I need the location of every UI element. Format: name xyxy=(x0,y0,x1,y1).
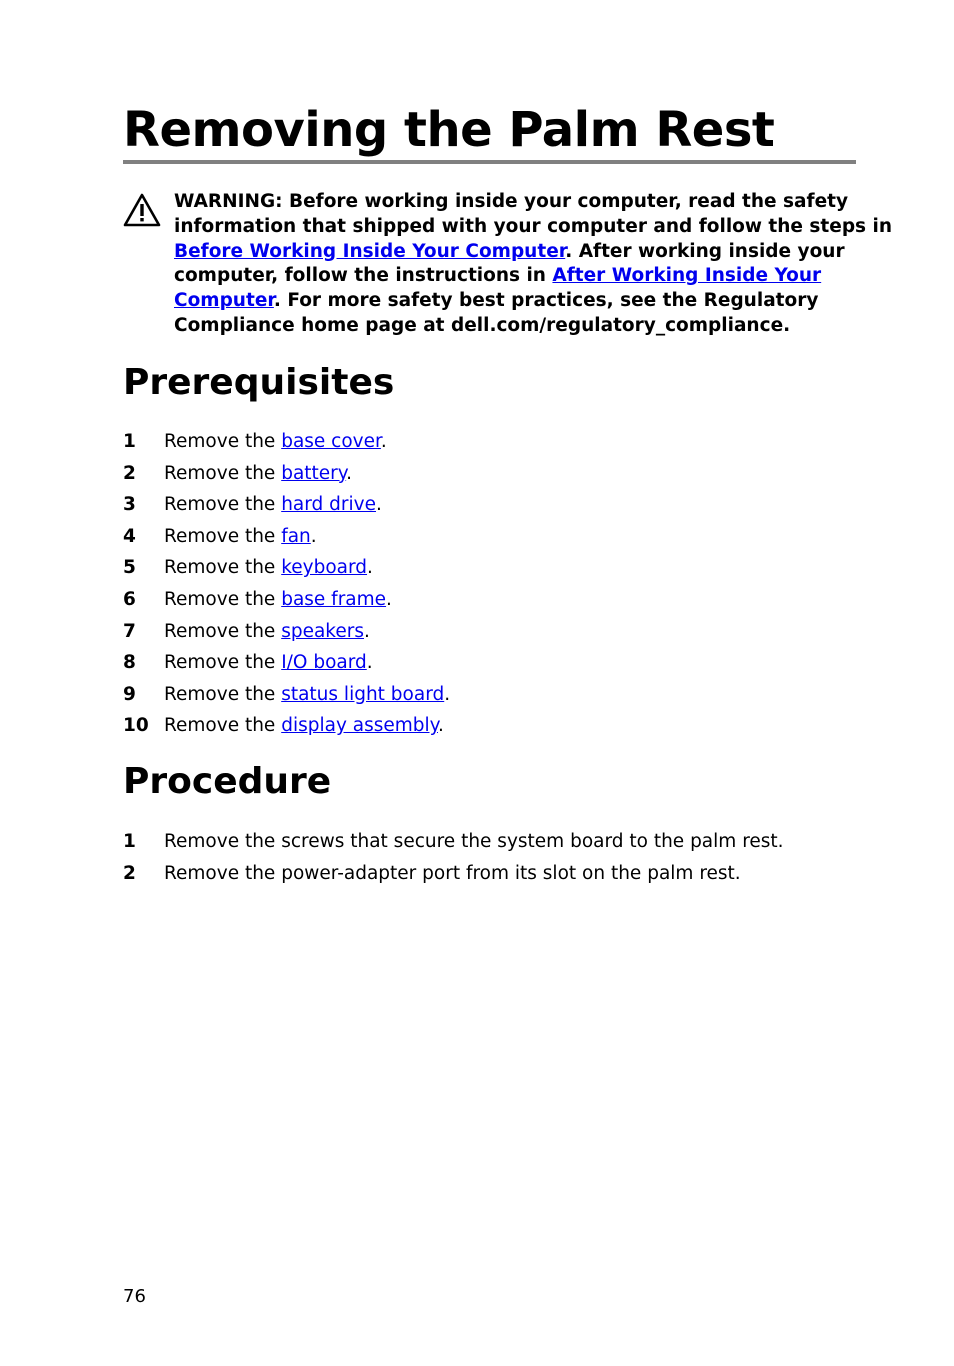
warning-line-4-text: computer, follow the instructions in xyxy=(174,265,553,287)
title-rule xyxy=(123,160,856,164)
prerequisite-item xyxy=(123,426,450,458)
prerequisite-item xyxy=(123,616,450,648)
warning-note xyxy=(174,190,893,339)
warning-line-4 xyxy=(174,264,846,289)
step-suffix: . xyxy=(376,494,382,516)
step-suffix: . xyxy=(386,588,392,610)
warning-line-5 xyxy=(174,289,846,314)
step-suffix: . xyxy=(437,715,444,737)
step-text: Remove the xyxy=(164,557,282,579)
step-number: 2 xyxy=(123,462,136,484)
step-number: 10 xyxy=(123,715,149,737)
warning-triangle-icon xyxy=(123,193,161,227)
fan-link[interactable]: fan xyxy=(281,525,311,547)
after-working-link-part2[interactable]: Computer xyxy=(174,290,274,312)
base-cover-link[interactable]: base cover xyxy=(281,431,381,452)
procedure-list xyxy=(123,826,784,889)
battery-link[interactable]: battery xyxy=(281,462,347,484)
step-text: Remove the xyxy=(164,525,282,547)
step-suffix: . xyxy=(367,557,373,579)
before-working-link[interactable]: Before Working Inside Your Computer xyxy=(174,240,566,262)
step-text: Remove the xyxy=(164,494,282,516)
warning-line-6: Compliance home page at dell.com/regulatory_compliance. xyxy=(174,314,791,336)
warning-line-5-text: . For more safety best practices, see the Regulatory xyxy=(273,290,819,312)
after-working-link-part1[interactable]: After Working Inside Your xyxy=(552,265,822,287)
page-title: Removing the Palm Rest xyxy=(123,102,775,158)
prerequisite-item xyxy=(123,521,450,553)
step-number: 7 xyxy=(123,620,136,642)
prerequisite-item xyxy=(123,458,450,490)
step-number: 3 xyxy=(123,494,136,516)
procedure-heading: Procedure xyxy=(123,761,332,802)
prerequisites-heading: Prerequisites xyxy=(123,362,395,403)
hard-drive-link[interactable]: hard drive xyxy=(281,494,376,516)
status-light-board-link[interactable]: status light board xyxy=(281,683,445,705)
step-number: 6 xyxy=(123,588,136,610)
warning-line-3-text: . After working inside your xyxy=(565,240,845,262)
step-text: Remove the power-adapter port from its slot on the palm rest. xyxy=(164,862,741,884)
step-text: Remove the xyxy=(164,431,282,452)
step-number: 4 xyxy=(123,525,136,547)
step-text: Remove the xyxy=(164,683,282,705)
prerequisite-item xyxy=(123,679,450,711)
step-suffix: . xyxy=(444,683,451,705)
step-text: Remove the xyxy=(164,620,282,642)
warning-line-2: information that shipped with your computer and follow the steps in xyxy=(174,215,893,237)
step-text: Remove the xyxy=(164,588,282,610)
warning-line-3 xyxy=(174,240,846,265)
prerequisite-item xyxy=(123,584,450,616)
base-frame-link[interactable]: base frame xyxy=(281,588,387,610)
step-suffix: . xyxy=(366,652,373,674)
step-number: 5 xyxy=(123,557,136,579)
prerequisite-item xyxy=(123,710,450,742)
step-suffix: . xyxy=(363,620,370,642)
step-suffix: . xyxy=(310,525,317,547)
step-text: Remove the screws that secure the system board to the palm rest. xyxy=(164,831,784,852)
step-number: 1 xyxy=(123,431,136,452)
procedure-item xyxy=(123,826,784,858)
step-suffix: . xyxy=(380,431,387,452)
prerequisite-item xyxy=(123,647,450,679)
step-number: 2 xyxy=(123,862,136,884)
io-board-link[interactable]: I/O board xyxy=(281,652,367,674)
step-text: Remove the xyxy=(164,715,282,737)
step-suffix: . xyxy=(346,462,352,484)
step-number: 9 xyxy=(123,683,136,705)
display-assembly-link[interactable]: display assembly xyxy=(281,715,438,737)
step-number: 8 xyxy=(123,652,136,674)
procedure-item xyxy=(123,858,784,890)
warning-line-1: WARNING: Before working inside your computer, read the safety xyxy=(174,191,849,212)
step-text: Remove the xyxy=(164,652,282,674)
step-text: Remove the xyxy=(164,462,282,484)
keyboard-link[interactable]: keyboard xyxy=(281,557,368,579)
speakers-link[interactable]: speakers xyxy=(281,620,364,642)
prerequisite-item xyxy=(123,552,450,584)
page-number: 76 xyxy=(123,1286,146,1307)
step-number: 1 xyxy=(123,831,136,852)
prerequisites-list xyxy=(123,426,450,742)
prerequisite-item xyxy=(123,489,450,521)
